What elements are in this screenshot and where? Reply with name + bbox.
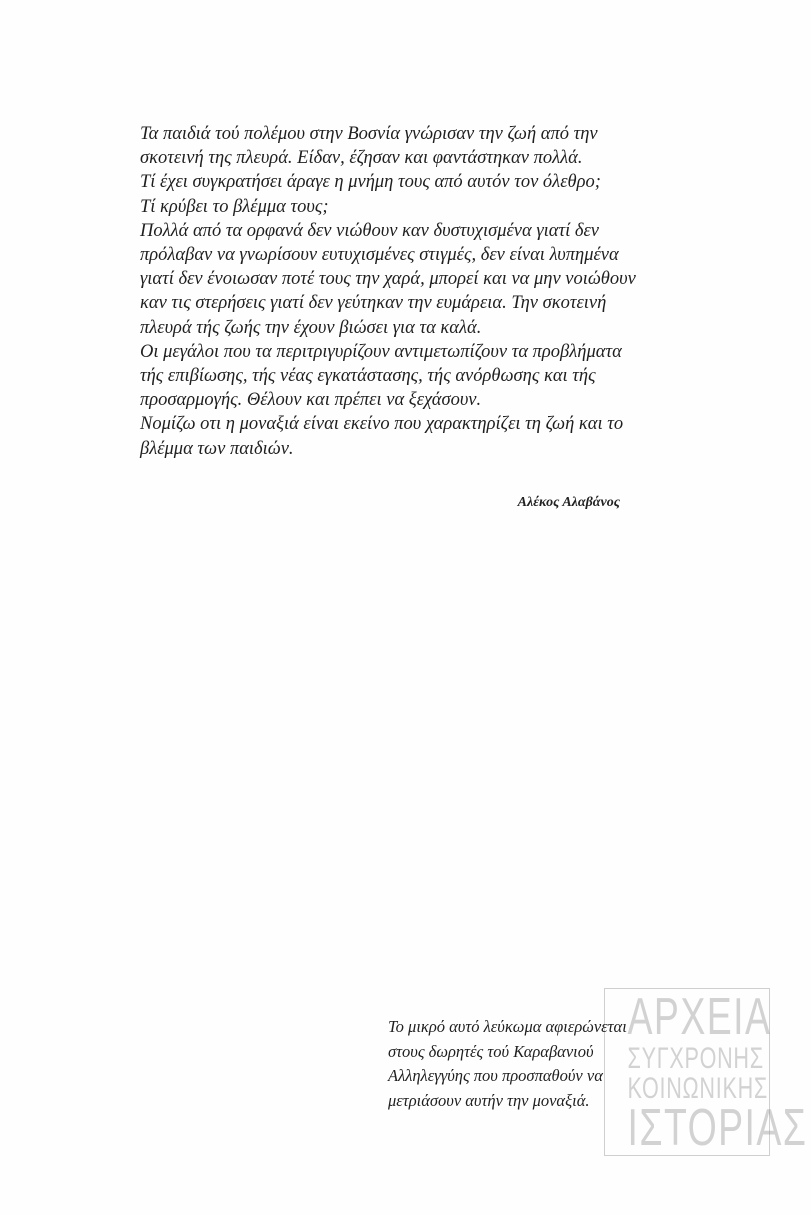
poem-line: Τί κρύβει το βλέμμα τους; bbox=[140, 196, 329, 217]
dedication-line: Αλληλεγγύης που προσπαθούν να bbox=[388, 1066, 603, 1085]
poem-line: Τα παιδιά τού πολέμου στην Βοσνία γνώρισαν την ζωή από την bbox=[140, 124, 598, 144]
dedication-text-block bbox=[388, 1015, 648, 1113]
dedication-line: Το μικρό αυτό λεύκωμα αφιερώνεται bbox=[388, 1017, 627, 1036]
poem-line: βλέμμα των παιδιών. bbox=[140, 438, 294, 459]
dedication-line: στους δωρητές τού Καραβανιού bbox=[388, 1041, 594, 1061]
poem-line: καν τις στερήσεις γιατί δεν γεύτηκαν την ευμάρεια. Την σκοτεινή bbox=[140, 293, 607, 314]
poem-line: προσαρμογής. Θέλουν και πρέπει να ξεχάσουν. bbox=[140, 390, 482, 411]
watermark-line: ΣΥΓΧΡΟΝΗΣ bbox=[627, 1042, 764, 1075]
watermark-line: ΑΡΧΕΙΑ bbox=[627, 988, 772, 1046]
poem-line: Τί έχει συγκρατήσει άραγε η μνήμη τους από αυτόν τον όλεθρο; bbox=[140, 172, 601, 193]
dedication-line: μετριάσουν αυτήν την μοναξιά. bbox=[388, 1090, 590, 1110]
poem-line: γιατί δεν ένοιωσαν ποτέ τους την χαρά, μπορεί και να μην νοιώθουν bbox=[140, 269, 636, 290]
poem-line: τής επιβίωσης, τής νέας εγκατάστασης, τής ανόρθωσης και τής bbox=[140, 366, 596, 387]
author-signature: Αλέκος Αλαβάνος bbox=[517, 495, 620, 510]
poem-line: Πολλά από τα ορφανά δεν νιώθουν καν δυστυχισμένα γιατί δεν bbox=[140, 220, 599, 241]
poem-line: σκοτεινή της πλευρά. Είδαν, έζησαν και φαντάστηκαν πολλά. bbox=[140, 148, 583, 169]
poem-line: Νομίζω οτι η μοναξιά είναι εκείνο που χαρακτηρίζει τη ζωή και το bbox=[140, 414, 624, 435]
poem-line: Οι μεγάλοι που τα περιτριγυρίζουν αντιμετωπίζουν τα προβλήματα bbox=[140, 341, 622, 362]
poem-line: πρόλαβαν να γνωρίσουν ευτυχισμένες στιγμές, δεν είναι λυπημένα bbox=[140, 245, 619, 266]
watermark-line: ΙΣΤΟΡΙΑΣ bbox=[627, 1099, 808, 1157]
poem-line: πλευρά τής ζωής την έχουν βιώσει για τα καλά. bbox=[140, 317, 482, 338]
watermark-line: ΚΟΙΝΩΝΙΚΗΣ bbox=[627, 1072, 768, 1105]
poem-text-block bbox=[140, 122, 720, 461]
